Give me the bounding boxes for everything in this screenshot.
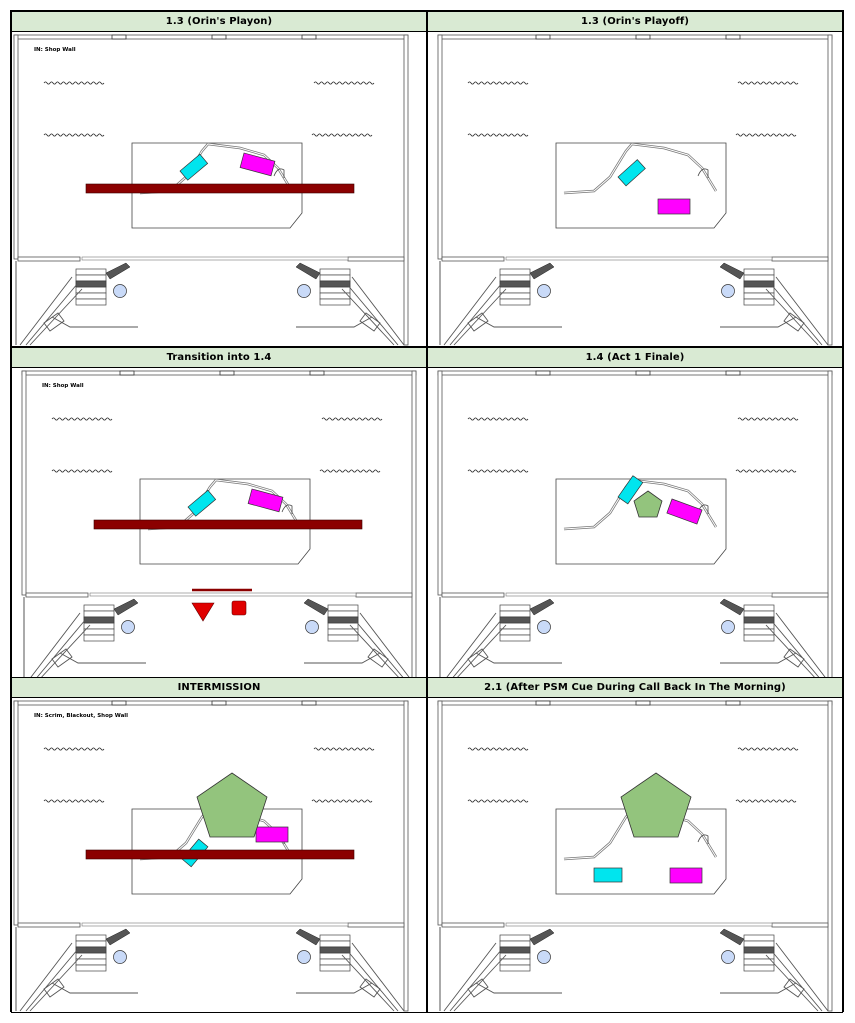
scene-note: IN: Scrim, Blackout, Shop Wall (34, 713, 129, 719)
scene-title: INTERMISSION (12, 678, 426, 698)
ground-plan (428, 697, 843, 1013)
masking-squiggle (738, 82, 798, 84)
masking-squiggle (312, 800, 372, 802)
scene-title: Transition into 1.4 (12, 348, 426, 368)
portal-bar (86, 184, 354, 193)
masking-squiggle (736, 800, 796, 802)
platform-outline (556, 143, 726, 228)
ground-plan (12, 697, 427, 1013)
green-pentagon (621, 773, 691, 837)
wing-circle (538, 621, 551, 634)
scene-title: 1.3 (Orin's Playon) (12, 12, 426, 32)
masking-squiggle (312, 134, 372, 136)
masking-squiggle (738, 748, 798, 750)
scene-panel-2 (427, 11, 843, 347)
wing-circle (114, 951, 127, 964)
masking-squiggle (468, 418, 528, 420)
wing-circle (722, 621, 735, 634)
magenta-trunk (670, 868, 702, 883)
masking-squiggle (736, 134, 796, 136)
wing-circle (722, 285, 735, 298)
masking-squiggle (44, 748, 104, 750)
masking-squiggle (320, 470, 380, 472)
scene-note: IN: Shop Wall (42, 383, 84, 389)
ground-plan (428, 367, 843, 683)
masking-squiggle (44, 82, 104, 84)
red-square-prop (232, 601, 246, 615)
masking-squiggle (738, 418, 798, 420)
wing-circle (538, 951, 551, 964)
scene-panel-3 (11, 347, 427, 683)
masking-squiggle (468, 470, 528, 472)
wing-circle (298, 951, 311, 964)
ground-plan (12, 367, 427, 683)
scene-panel-5 (11, 677, 427, 1013)
scene-panel-1 (11, 11, 427, 347)
portal-bar (86, 850, 354, 859)
scene-panel-4 (427, 347, 843, 683)
wing-circle (538, 285, 551, 298)
masking-squiggle (736, 470, 796, 472)
green-pentagon (197, 773, 267, 837)
scene-panel-6 (427, 677, 843, 1013)
masking-squiggle (468, 134, 528, 136)
masking-squiggle (468, 748, 528, 750)
masking-squiggle (314, 748, 374, 750)
red-triangle-prop (192, 603, 214, 621)
wing-circle (298, 285, 311, 298)
masking-squiggle (52, 418, 112, 420)
scene-title: 1.4 (Act 1 Finale) (428, 348, 842, 368)
wing-circle (306, 621, 319, 634)
masking-squiggle (468, 82, 528, 84)
masking-squiggle (44, 800, 104, 802)
wing-circle (722, 951, 735, 964)
scene-title: 1.3 (Orin's Playoff) (428, 12, 842, 32)
magenta-trunk (256, 827, 288, 842)
masking-squiggle (44, 134, 104, 136)
scene-note: IN: Shop Wall (34, 47, 76, 53)
masking-squiggle (322, 418, 382, 420)
masking-squiggle (314, 82, 374, 84)
ground-plan (428, 31, 843, 347)
ground-plan (12, 31, 427, 347)
platform-outline (556, 479, 726, 564)
portal-bar (94, 520, 362, 529)
wing-circle (114, 285, 127, 298)
magenta-trunk (658, 199, 690, 214)
masking-squiggle (52, 470, 112, 472)
wing-circle (122, 621, 135, 634)
cyan-bench (594, 868, 622, 882)
masking-squiggle (468, 800, 528, 802)
scene-title: 2.1 (After PSM Cue During Call Back In The Morning) (428, 678, 842, 698)
